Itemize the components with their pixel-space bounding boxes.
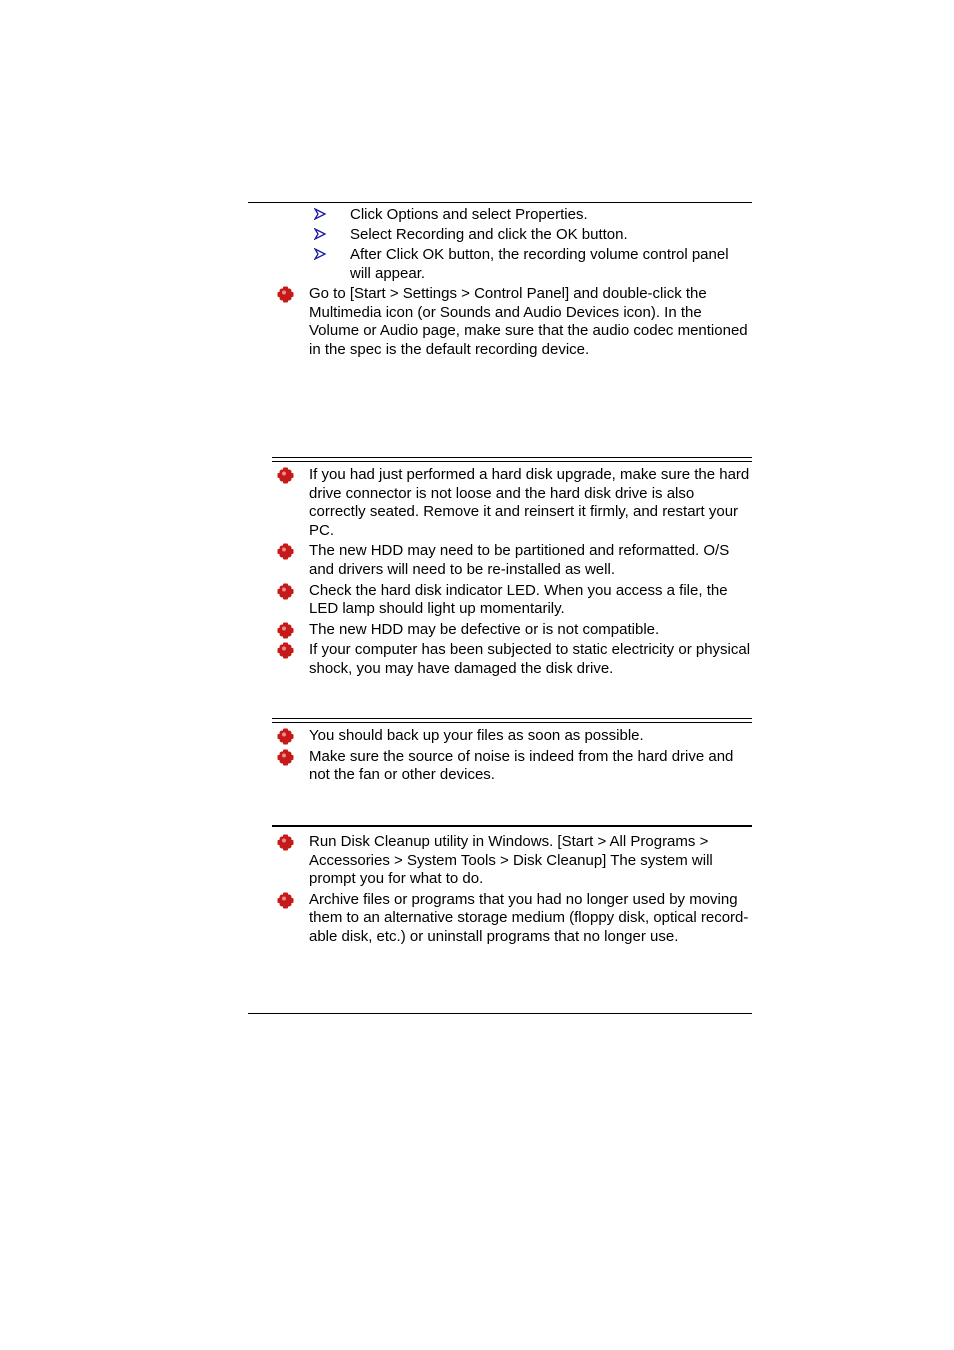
list-item (276, 285, 752, 359)
recording-section (276, 285, 752, 361)
hdd-full-section (276, 833, 752, 949)
item-text: The new HDD may be defective or is not compatible. (309, 620, 660, 638)
item-text: Check the hard disk indicator LED. When you access a file, the LED lamp should light up momentarily. (309, 581, 728, 618)
substep-text: After Click OK button, the recording volume control panel will appear. (350, 246, 729, 282)
list-item (276, 641, 752, 678)
red-gear-bullet-icon (277, 583, 294, 600)
item-text: If your computer has been subjected to static electricity or physical shock, you may have damaged the disk drive. (309, 641, 751, 677)
item-text: Archive files or programs that you had no longer used by moving them to an alternative storage medium (floppy disk, optical record-able disk, etc.) or uninstall programs that no longer use. (309, 890, 749, 945)
arrow-bullet-icon (314, 228, 326, 240)
arrow-bullet-icon (314, 208, 326, 220)
header-rule (248, 202, 752, 203)
red-gear-bullet-icon (277, 749, 294, 766)
list-item (276, 621, 752, 640)
footer-rule (248, 1013, 752, 1014)
item-text: The new HDD may need to be partitioned and reformatted. O/S and drivers will need to be re-installed as well. (309, 542, 730, 578)
red-gear-bullet-icon (277, 286, 294, 303)
hdd-noise-section (276, 727, 752, 787)
red-gear-bullet-icon (277, 622, 294, 639)
item-text: Make sure the source of noise is indeed from the hard drive and not the fan or other devices. (309, 747, 734, 784)
item-text: Go to [Start > Settings > Control Panel] and double-click the Multimedia icon (or Sounds and Audio Devices icon). In the Volume or Audio page, make sure that the audio codec mentioned in the spec is the default recording device. (309, 285, 748, 358)
item-text: You should back up your files as soon as possible. (309, 727, 644, 744)
substep-text: Select Recording and click the OK button. (350, 226, 628, 243)
list-item (276, 833, 752, 889)
list-item (276, 542, 752, 579)
red-gear-bullet-icon (277, 834, 294, 851)
list-item (276, 748, 752, 785)
red-gear-bullet-icon (277, 892, 294, 909)
section-rule (272, 718, 752, 723)
red-gear-bullet-icon (277, 728, 294, 745)
substep-text: Click Options and select Properties. (350, 206, 588, 223)
list-item (314, 225, 734, 244)
list-item (276, 891, 752, 947)
recording-substeps (314, 205, 734, 284)
list-item (314, 245, 734, 283)
section-rule (272, 457, 752, 462)
section-rule (272, 825, 752, 827)
red-gear-bullet-icon (277, 543, 294, 560)
list-item (314, 205, 734, 224)
list-item (276, 727, 752, 746)
item-text: If you had just performed a hard disk upgrade, make sure the hard drive connector is not loose and the hard disk drive is also correctly seated. Remove it and reinsert it firmly, and restart your PC. (309, 466, 750, 539)
arrow-bullet-icon (314, 248, 326, 260)
item-text: Run Disk Cleanup utility in Windows. [Start > All Programs > Accessories > System Tools > Disk Cleanup] The system will prompt you for what to do. (309, 833, 713, 888)
hdd-not-working-section (276, 466, 752, 681)
red-gear-bullet-icon (277, 642, 294, 659)
red-gear-bullet-icon (277, 467, 294, 484)
list-item (276, 582, 752, 619)
list-item (276, 466, 752, 540)
